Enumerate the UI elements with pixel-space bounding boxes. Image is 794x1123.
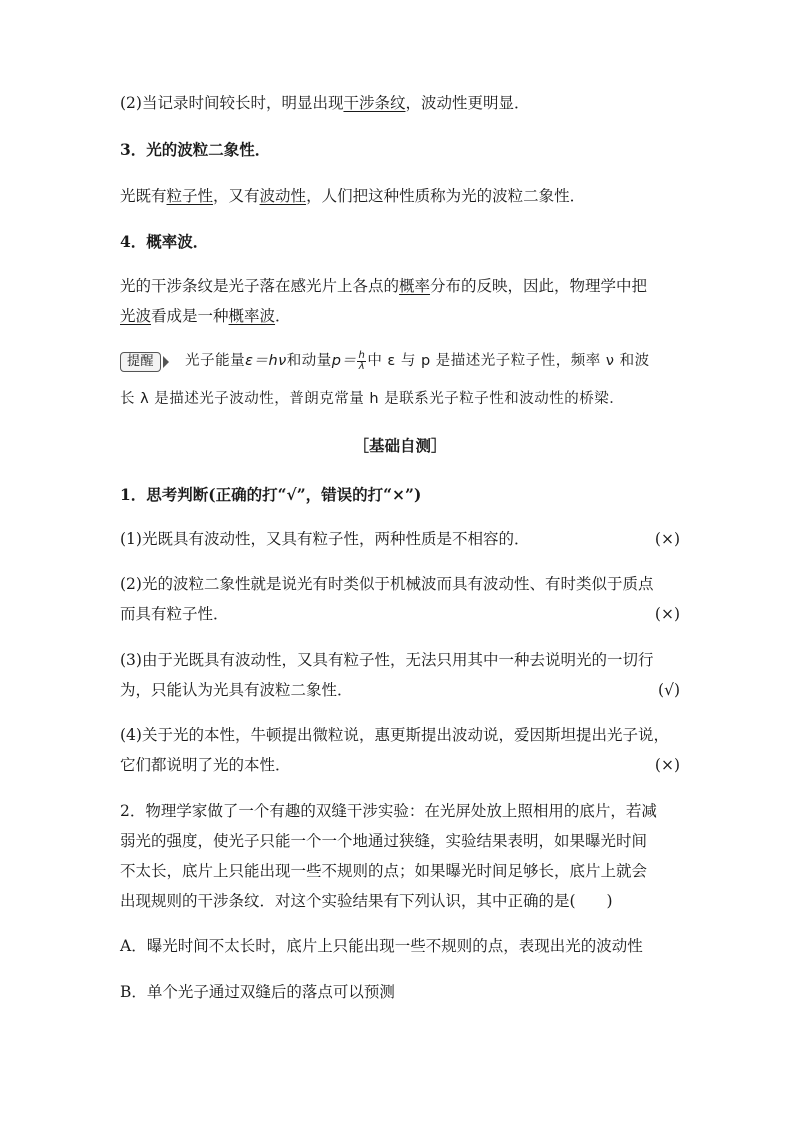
item-2-record-time	[120, 92, 530, 114]
text: 光子能量	[185, 353, 246, 369]
text: ，又有	[213, 187, 260, 205]
answer-mark: (×)	[654, 530, 680, 548]
q1-item-2-line1: (2)光的波粒二象性就是说光有时类似于机械波而具有波动性、有时类似于质点	[120, 575, 654, 593]
underlined-term: 粒子性	[166, 187, 214, 205]
q2-line2: 弱光的强度，使光子只能一个一个地通过狭缝，实验结果表明，如果曝光时间	[120, 832, 648, 850]
answer-mark: (√)	[658, 681, 680, 699]
q1-item-2-line2	[120, 603, 680, 625]
question-1-title: 1．思考判断(正确的打“√”，错误的打“×”)	[120, 485, 422, 504]
text: ，波动性更明显．	[405, 94, 530, 112]
tip-line2: 长 λ 是描述光子波动性，普朗克常量 h 是联系光子粒子性和波动性的桥梁．	[120, 391, 625, 407]
answer-mark: (×)	[654, 605, 680, 623]
q2-line4: 出现规则的干涉条纹．对这个实验结果有下列认识，其中正确的是( )	[120, 892, 613, 910]
option-b: B．单个光子通过双缝后的落点可以预测	[120, 983, 395, 1001]
underlined-term: 概率	[399, 277, 431, 295]
q2-line3: 不太长，底片上只能出现一些不规则的点；如果曝光时间足够长，底片上就会	[120, 862, 648, 880]
paragraph-duality	[120, 185, 585, 207]
text: ．	[275, 307, 291, 325]
formula-energy: ε＝hν	[245, 353, 287, 369]
statement: 为，只能认为光具有波粒二象性．	[120, 681, 353, 699]
text: 光既有	[120, 187, 167, 205]
q1-item-3-line2	[120, 679, 680, 701]
statement: 而具有粒子性．	[120, 605, 229, 623]
fraction-h-over-lambda	[357, 351, 366, 372]
statement: (1)光既具有波动性，又具有粒子性，两种性质是不相容的．	[120, 530, 530, 548]
q1-item-4-line1: (4)关于光的本性，牛顿提出微粒说，惠更斯提出波动说，爱因斯坦提出光子说，	[120, 726, 669, 744]
fraction-numerator: h	[358, 349, 366, 361]
section-title-basic-self-test: ［基础自测］	[353, 436, 447, 455]
text: ，人们把这种性质称为光的波粒二象性．	[306, 187, 586, 205]
tip-line1	[120, 350, 650, 372]
text: 和动量	[286, 353, 332, 369]
q1-item-1	[120, 528, 680, 550]
text: 分布的反映，因此，物理学中把	[430, 277, 648, 295]
q1-item-4-line2	[120, 754, 680, 776]
underlined-term: 波动性	[259, 187, 307, 205]
paragraph-probability-line1	[120, 275, 647, 297]
q1-item-3-line1: (3)由于光既具有波动性，又具有粒子性，无法只用其中一种去说明光的一切行	[120, 651, 654, 669]
tip-badge: 提醒	[120, 352, 161, 372]
text: 看成是一种	[151, 307, 229, 325]
heading-wave-particle-duality: 3．光的波粒二象性．	[120, 140, 271, 159]
text: 光的干涉条纹是光子落在感光片上各点的	[120, 277, 400, 295]
formula-momentum: p＝	[331, 353, 357, 369]
q2-line1: 2．物理学家做了一个有趣的双缝干涉实验：在光屏处放上照相用的底片，若减	[120, 802, 657, 820]
heading-probability-wave: 4．概率波．	[120, 232, 209, 251]
text: (2)当记录时间较长时，明显出现	[120, 94, 344, 112]
underlined-term: 干涉条纹	[343, 94, 406, 112]
answer-mark: (×)	[654, 756, 680, 774]
paragraph-probability-line2	[120, 305, 291, 327]
text: 中 ε 与 p 是描述光子粒子性，频率 ν 和波	[367, 353, 650, 369]
fraction-denominator: λ	[358, 360, 366, 372]
option-a: A．曝光时间不太长时，底片上只能出现一些不规则的点，表现出光的波动性	[120, 937, 643, 955]
underlined-term: 光波	[120, 307, 152, 325]
statement: 它们都说明了光的本性．	[120, 756, 291, 774]
underlined-term: 概率波	[228, 307, 276, 325]
